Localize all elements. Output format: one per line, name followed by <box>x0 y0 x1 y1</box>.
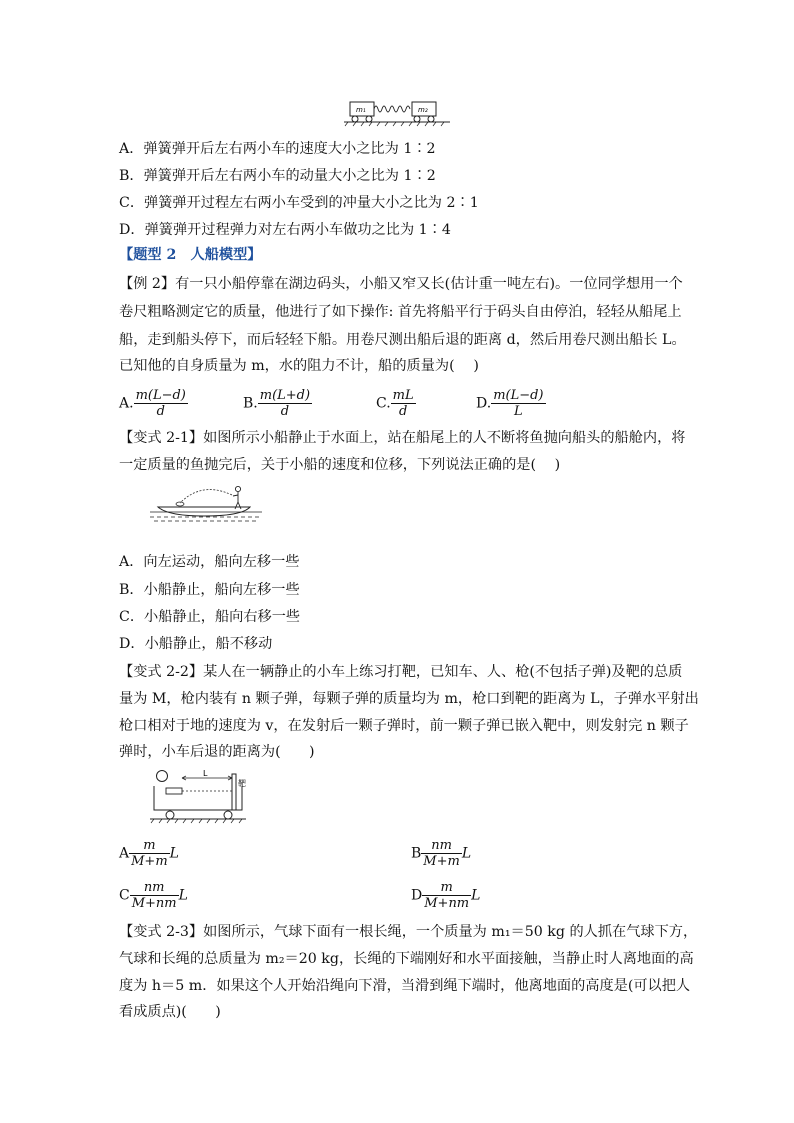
variant22-line-4: 弹时，小车后退的距离为( ) <box>119 744 315 760</box>
example2-line-2: 卷尺粗略测定它的质量，他进行了如下操作: 首先将船平行于码头自由停泊，轻轻从船尾上 <box>119 304 682 320</box>
distance-label: L <box>203 769 208 778</box>
example2-line-1: 【例 2】有一只小船停靠在湖边码头，小船又窄又长(估计重一吨左右)。一位同学想用一个 <box>119 276 683 292</box>
variant22-line-3: 枪口相对于地的速度为 v，在发射后一颗子弹时，前一颗子弹已嵌入靶中，则发射完 n 颗子 <box>119 718 689 734</box>
example2-line-4: 已知他的自身质量为 m，水的阻力不计，船的质量为( ) <box>119 358 479 374</box>
ground-hatch <box>345 122 444 126</box>
variant23-line-2: 气球和长绳的总质量为 m₂＝20 kg，长绳的下端刚好和水平面接触，当静止时人离地面的高 <box>119 951 694 967</box>
example2-option-d: D. $\frac{m(L-d)}{L}$ <box>476 388 544 419</box>
ground-hatch <box>151 819 242 823</box>
variant22-option-d: D $\frac{m}{M+nm}$ L <box>411 880 481 911</box>
q1-option-c: C．弹簧弹开过程左右两小车受到的冲量大小之比为 2∶1 <box>119 195 479 211</box>
wheel-icon <box>224 811 232 819</box>
variant21-line-2: 一定质量的鱼抛完后，关于小船的速度和位移，下列说法正确的是( ) <box>119 457 561 473</box>
fish-trajectory <box>180 490 232 503</box>
target-board <box>232 774 236 810</box>
variant23-line-3: 度为 h＝5 m．如果这个人开始沿绳向下滑，当滑到绳下端时，他离地面的高度是(可以把人 <box>119 978 691 994</box>
variant21-option-c: C．小船静止，船向右移一些 <box>119 609 301 625</box>
q1-option-b: B．弹簧弹开后左右两小车的动量大小之比为 1∶2 <box>119 168 436 184</box>
cart-gun-target-figure <box>148 768 248 828</box>
example2-option-c: C. $\frac{mL}{d}$ <box>376 388 414 419</box>
variant21-option-d: D．小船静止，船不移动 <box>119 636 273 652</box>
gun-icon <box>166 788 182 794</box>
variant21-option-a: A．向左运动，船向左移一些 <box>119 554 300 570</box>
person-body-icon <box>233 492 241 509</box>
boat-fish-figure <box>150 483 266 527</box>
wheel-icon <box>166 811 174 819</box>
wheel-icon <box>414 116 420 122</box>
q1-option-d: D．弹簧弹开过程弹力对左右两小车做功之比为 1∶4 <box>119 222 451 238</box>
variant22-line-2: 量为 M，枪内装有 n 颗子弹，每颗子弹的质量均为 m，枪口到靶的距离为 L，子弹水平射出 <box>119 691 699 707</box>
variant22-option-c: C $\frac{nm}{M+nm}$ L <box>119 880 188 911</box>
spring-coil <box>374 106 410 112</box>
q1-option-a: A．弹簧弹开后左右两小车的速度大小之比为 1∶2 <box>119 141 436 157</box>
variant22-option-b: B $\frac{nm}{M+m}$ L <box>411 838 472 869</box>
variant22-line-1: 【变式 2-2】某人在一辆静止的小车上练习打靶，已知车、人、枪(不包括子弹)及靶的总质 <box>119 664 683 680</box>
variant23-line-1: 【变式 2-3】如图所示，气球下面有一根长绳，一个质量为 m₁＝50 kg 的人抓在气球下方， <box>119 924 698 940</box>
person-head-icon <box>157 771 168 782</box>
variant22-option-a: A $\frac{m}{M+m}$ L <box>119 838 179 869</box>
example2-option-a: A. $\frac{m(L-d)}{d}$ <box>119 388 186 419</box>
wheel-icon <box>352 116 358 122</box>
person-head-icon <box>235 486 240 491</box>
water-dashes <box>150 517 262 521</box>
boat-hull <box>158 507 250 516</box>
variant21-option-b: B．小船静止，船向左移一些 <box>119 582 300 598</box>
example2-line-3: 船，走到船头停下，而后轻轻下船。用卷尺测出船后退的距离 d，然后用卷尺测出船长 L。 <box>119 332 686 348</box>
cart-body <box>154 786 242 810</box>
target-label: 靶 <box>238 779 246 788</box>
two-carts-spring-figure <box>342 98 454 128</box>
variant23-line-4: 看成质点)( ) <box>119 1004 221 1020</box>
wheel-icon <box>366 116 372 122</box>
variant21-line-1: 【变式 2-1】如图所示小船静止于水面上，站在船尾上的人不断将鱼抛向船头的船舱内，将 <box>119 430 686 446</box>
section-heading: 【题型 2 人船模型】 <box>119 247 262 263</box>
wheel-icon <box>428 116 434 122</box>
example2-option-b: B. $\frac{m(L+d)}{d}$ <box>243 388 311 419</box>
cart-m2-label: m₂ <box>418 106 428 114</box>
cart-m1-label: m₁ <box>356 106 366 114</box>
